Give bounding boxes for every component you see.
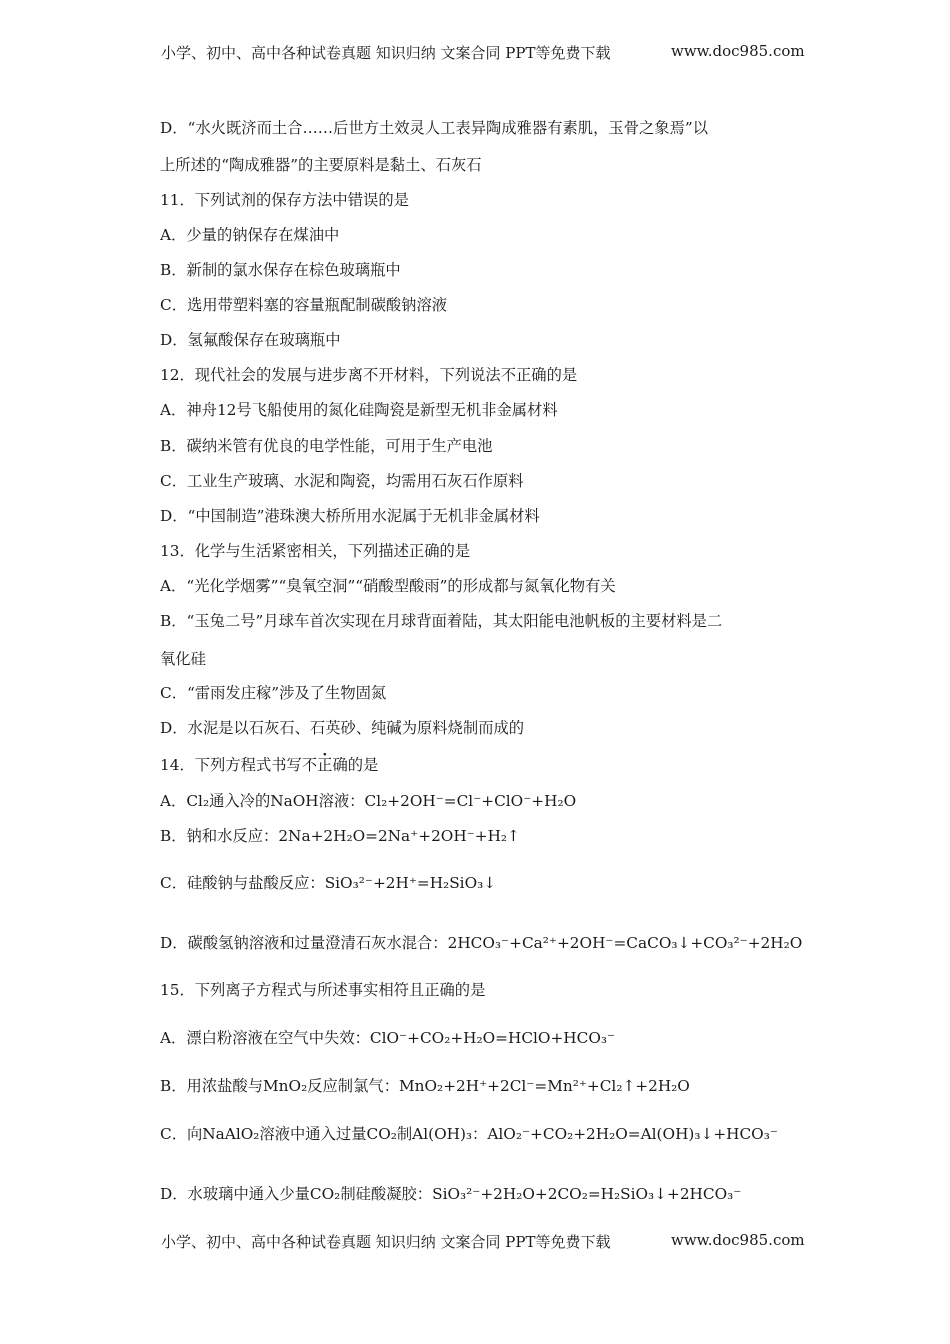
q10-option-d-line2: 上所述的“陶成雅器”的主要原料是黏土、石灰石 [160,156,482,174]
q11-option-b: B．新制的氯水保存在棕色玻璃瓶中 [160,261,401,279]
q11-option-d: D．氢氟酸保存在玻璃瓶中 [160,331,341,349]
q14-stem-pre: 14．下列方程式书写 [160,756,302,774]
q14c-equation: SiO₃²⁻+2H⁺=H₂SiO₃↓ [324,874,497,892]
q12-stem: 12．现代社会的发展与进步离不开材料，下列说法不正确的是 [160,366,578,384]
q10-option-d-line1: D．“水火既济而土合……后世方土效灵人工表异陶成雅器有素肌，玉骨之象焉”以 [160,119,709,137]
q15c-label: C．向NaAlO₂溶液中通入过量CO₂制Al(OH)₃： [160,1125,488,1143]
q13-option-a: A．“光化学烟雾”“臭氧空洞”“硝酸型酸雨”的形成都与氮氧化物有关 [160,577,616,595]
q15c-equation: AlO₂⁻+CO₂+2H₂O=Al(OH)₃↓+HCO₃⁻ [487,1125,778,1143]
q12-option-c: C．工业生产玻璃、水泥和陶瓷，均需用石灰石作原料 [160,472,524,490]
q13-option-b-line2: 氧化硅 [160,650,206,668]
q14d-label: D．碳酸氢钠溶液和过量澄清石灰水混合： [160,934,448,952]
q11-option-a: A．少量的钠保存在煤油中 [160,226,340,244]
q14-option-a [160,791,576,811]
q12-option-b: B．碳纳米管有优良的电学性能，可用于生产电池 [160,437,493,455]
q14a-label: A．Cl₂通入冷的NaOH溶液： [160,792,365,810]
q14b-equation: 2Na+2H₂O=2Na⁺+2OH⁻+H₂↑ [278,827,520,845]
q14-stem [160,755,378,775]
header-text: 小学、初中、高中各种试卷真题 知识归纳 文案合同 PPT等免费下载 [161,44,611,62]
q12-option-a: A．神舟12号飞船使用的氮化硅陶瓷是新型无机非金属材料 [160,401,558,419]
q15-option-d [160,1184,741,1204]
q13-stem: 13．化学与生活紧密相关，下列描述正确的是 [160,542,471,560]
q15a-equation: ClO⁻+CO₂+H₂O=HClO+HCO₃⁻ [369,1029,616,1047]
q15d-equation: SiO₃²⁻+2H₂O+2CO₂=H₂SiO₃↓+2HCO₃⁻ [432,1185,742,1203]
q15b-label: B．用浓盐酸与MnO₂反应制氯气： [160,1077,399,1095]
q15a-label: A．漂白粉溶液在空气中失效： [160,1029,370,1047]
q11-stem: 11．下列试剂的保存方法中错误的是 [160,191,409,209]
q14d-equation: 2HCO₃⁻+Ca²⁺+2OH⁻=CaCO₃↓+CO₃²⁻+2H₂O [447,934,803,952]
q15-option-a [160,1028,615,1048]
q15-option-b [160,1076,690,1096]
header-site: www.doc985.com [671,42,805,60]
q11-option-c: C．选用带塑料塞的容量瓶配制碳酸钠溶液 [160,296,448,314]
q13-option-d: D．水泥是以石灰石、石英砂、纯碱为原料烧制而成的 [160,719,525,737]
q15b-equation: MnO₂+2H⁺+2Cl⁻=Mn²⁺+Cl₂↑+2H₂O [399,1077,690,1095]
q15-stem: 15．下列离子方程式与所述事实相符且正确的是 [160,981,486,999]
q14-option-c [160,873,496,893]
q14b-label: B．钠和水反应： [160,827,279,845]
footer-text: 小学、初中、高中各种试卷真题 知识归纳 文案合同 PPT等免费下载 [161,1233,611,1251]
q14a-equation: Cl₂+2OH⁻=Cl⁻+ClO⁻+H₂O [364,792,577,810]
q14-stem-post: 的是 [347,756,379,774]
q12-option-d: D．“中国制造”港珠澳大桥所用水泥属于无机非金属材料 [160,507,540,525]
q13-option-b-line1: B．“玉兔二号”月球车首次实现在月球背面着陆，其太阳能电池帆板的主要材料是二 [160,612,723,630]
q15d-label: D．水玻璃中通入少量CO₂制硅酸凝胶： [160,1185,433,1203]
q14-option-b [160,826,520,846]
q15-option-c [160,1124,778,1144]
q14-emphasis: 不正确 [301,756,348,774]
q14-option-d [160,933,802,953]
footer-site: www.doc985.com [671,1231,805,1249]
q13-option-c: C．“雷雨发庄稼”涉及了生物固氮 [160,684,387,702]
q14c-label: C．硅酸钠与盐酸反应： [160,874,325,892]
